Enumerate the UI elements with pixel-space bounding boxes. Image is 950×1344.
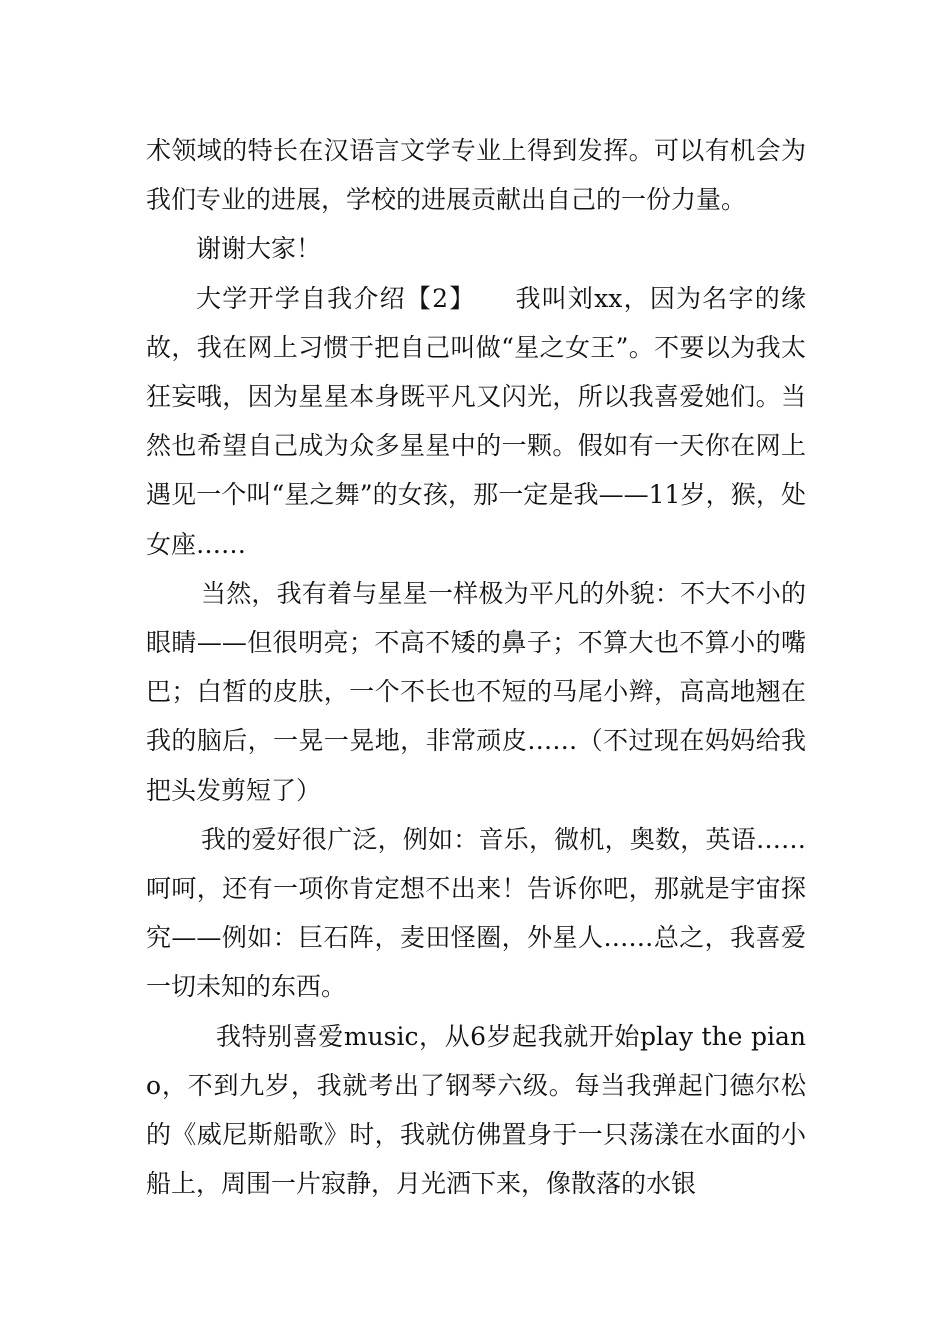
paragraph-thanks: 谢谢大家！ (196, 234, 322, 264)
body-text (146, 126, 806, 1208)
paragraph-introduction: 大学开学自我介绍【2】 我叫刘xx，因为名字的缘故，我在网上习惯于把自己叫做“星之女王”。不要以为我太狂妄哦，因为星星本身既平凡又闪光，所以我喜爱她们。当然也希望自己成为众多星星中的一颗。假如有一天你在网上遇见一个叫“星之舞”的女孩，那一定是我——11岁，猴，处女座…… (146, 283, 806, 559)
paragraph-continuation: 术领域的特长在汉语言文学专业上得到发挥。可以有机会为我们专业的进展，学校的进展贡献出自己的一份力量。 (146, 136, 806, 215)
paragraph-music: 我特别喜爱music，从6岁起我就开始play the piano，不到九岁，我就考出了钢琴六级。每当我弹起门德尔松的《威尼斯船歌》时，我就仿佛置身于一只荡漾在水面的小船上，周围一片寂静，月光洒下来，像散落的水银 (146, 1021, 806, 1199)
paragraph-hobbies: 我的爱好很广泛，例如：音乐，微机，奥数，英语……呵呵，还有一项你肯定想不出来！告诉你吧，那就是宇宙探究——例如：巨石阵，麦田怪圈，外星人……总之，我喜爱一切未知的东西。 (146, 824, 806, 1002)
paragraph-appearance: 当然，我有着与星星一样极为平凡的外貌：不大不小的眼睛——但很明亮；不高不矮的鼻子；不算大也不算小的嘴巴；白皙的皮肤，一个不长也不短的马尾小辫，高高地翘在我的脑后，一晃一晃地，非常顽皮……（不过现在妈妈给我把头发剪短了） (146, 578, 806, 805)
